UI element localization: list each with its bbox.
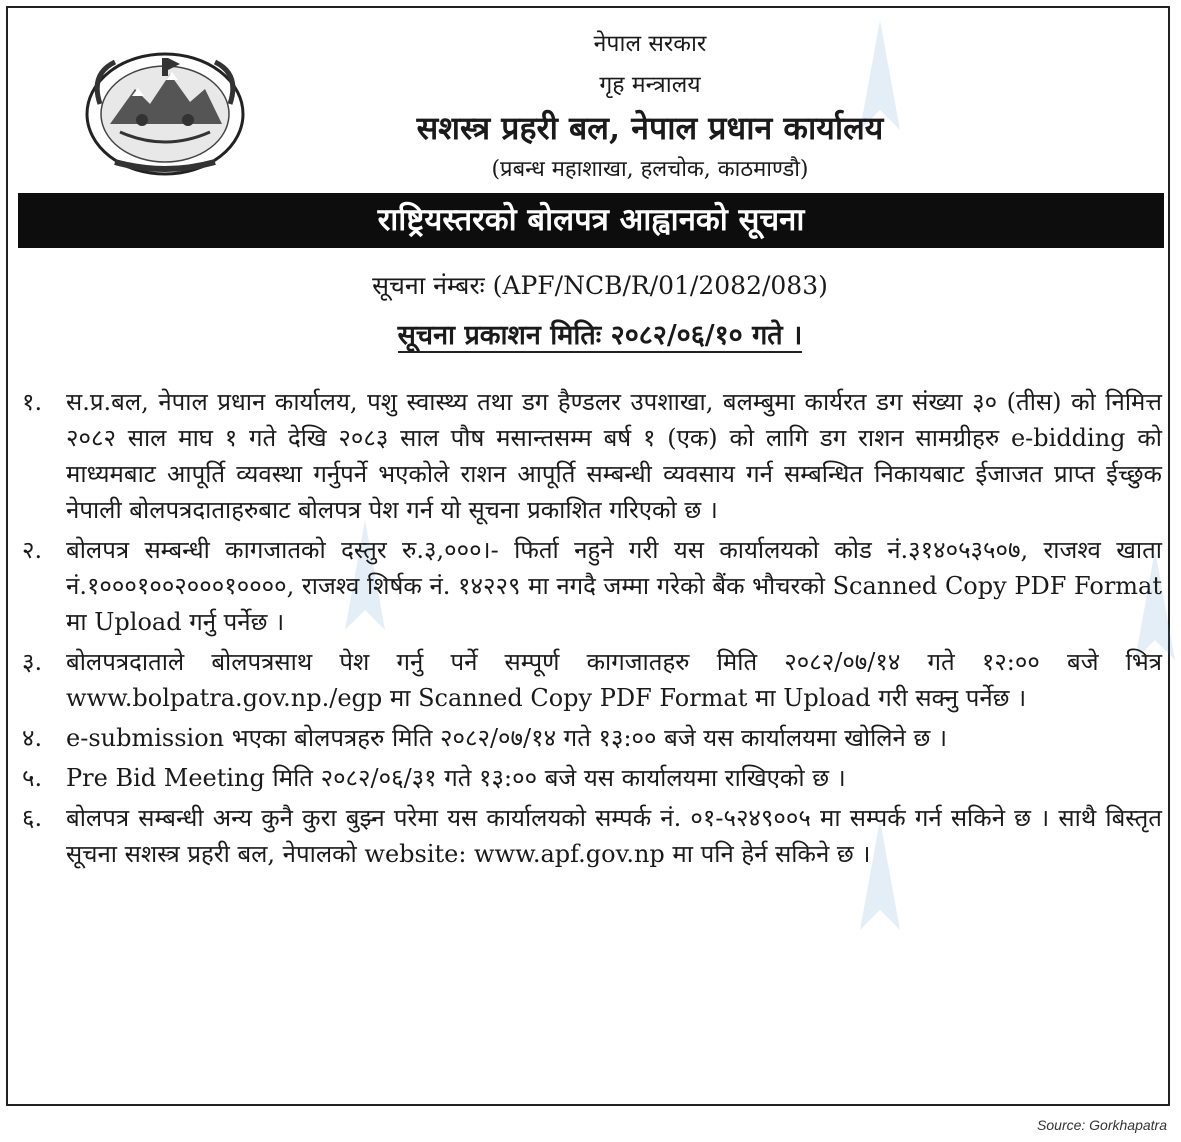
notice-number: सूचना नंम्बरः (APF/NCB/R/01/2082/083)	[372, 271, 828, 300]
list-item	[22, 532, 1162, 640]
item-number: २.	[22, 536, 43, 564]
item-number: ३.	[22, 648, 43, 676]
list-item	[22, 384, 1162, 528]
item-text: बोलपत्र सम्बन्धी अन्य कुनै कुरा बुझ्न परेमा यस कार्यालयको सम्पर्क नं. ०१-५२४९००५ मा सम्पर्क गर्न सकिने छ । साथै बिस्तृत सूचना सशस्त्र प्रहरी बल, नेपालको website: www.apf.gov.np मा पनि हेर्न सकिने छ ।	[66, 804, 1162, 868]
office-name: सशस्त्र प्रहरी बल, नेपाल प्रधान कार्यालय	[416, 109, 884, 147]
item-text: e-submission भएका बोलपत्रहरु मिति २०८२/०७/१४ गते १३:०० बजे यस कार्यालयमा खोलिने छ ।	[66, 724, 948, 752]
list-item	[22, 800, 1162, 872]
list-item	[22, 644, 1162, 716]
notice-date-text: सूचना प्रकाशन मितिः २०८२/०६/१० गते ।	[397, 320, 803, 351]
office-address: (प्रबन्ध महाशाखा, हलचोक, काठमाण्डौ)	[491, 157, 809, 182]
item-text: बोलपत्र सम्बन्धी कागजातको दस्तुर रु.३,०००।- फिर्ता नहुने गरी यस कार्यालयको कोड नं.३१४०५३५०७, राजश्व खाता नं.१०००१००२०००१००००, राजश्व शिर्षक नं. १४२२९ मा नगदै जम्मा गरेको बैंक भौचरको Scanned Copy PDF Format मा Upload गर्नु पर्नेछ ।	[66, 536, 1162, 636]
item-number: ४.	[22, 724, 43, 752]
government-name: नेपाल सरकार	[593, 31, 707, 57]
item-text: Pre Bid Meeting मिति २०८२/०६/३१ गते १३:०० बजे यस कार्यालयमा राखिएको छ ।	[66, 764, 846, 792]
item-number: ५.	[22, 764, 43, 792]
item-text: बोलपत्रदाताले बोलपत्रसाथ पेश गर्नु पर्ने सम्पूर्ण कागजातहरु मिति २०८२/०७/१४ गते १२:०० बजे भित्र www.bolpatra.gov.np./egp मा Scanned Copy PDF Format मा Upload गरी सक्नु पर्नेछ ।	[66, 648, 1162, 712]
notice-publish-date	[300, 315, 900, 352]
notice-title-banner: राष्ट्रियस्तरको बोलपत्र आह्वानको सूचना	[18, 193, 1164, 248]
list-item	[22, 760, 1162, 796]
item-number: ६.	[22, 804, 43, 832]
source-credit: Source: Gorkhapatra	[1037, 1117, 1167, 1133]
nepal-government-emblem	[80, 44, 250, 179]
ministry-name: गृह मन्त्रालय	[599, 72, 701, 98]
item-text: स.प्र.बल, नेपाल प्रधान कार्यालय, पशु स्वास्थ्य तथा डग हैण्डलर उपशाखा, बलम्बुमा कार्यरत डग संख्या ३० (तीस) को निमित्त २०८२ साल माघ १ गते देखि २०८३ साल पौष मसान्तसम्म बर्ष १ (एक) को लागि डग राशन सामग्रीहरु e-bidding को माध्यमबाट आपूर्ति व्यवस्था गर्नुपर्ने भएकोले राशन आपूर्ति सम्बन्धी व्यवसाय गर्न सम्बन्धित निकायबाट ईजाजत प्राप्त ईच्छुक नेपाली बोलपत्रदाताहरुबाट बोलपत्र पेश गर्न यो सूचना प्रकाशित गरिएको छ ।	[66, 388, 1162, 524]
item-number: १.	[22, 388, 43, 416]
list-item	[22, 720, 1162, 756]
notice-items-list	[22, 384, 1162, 876]
